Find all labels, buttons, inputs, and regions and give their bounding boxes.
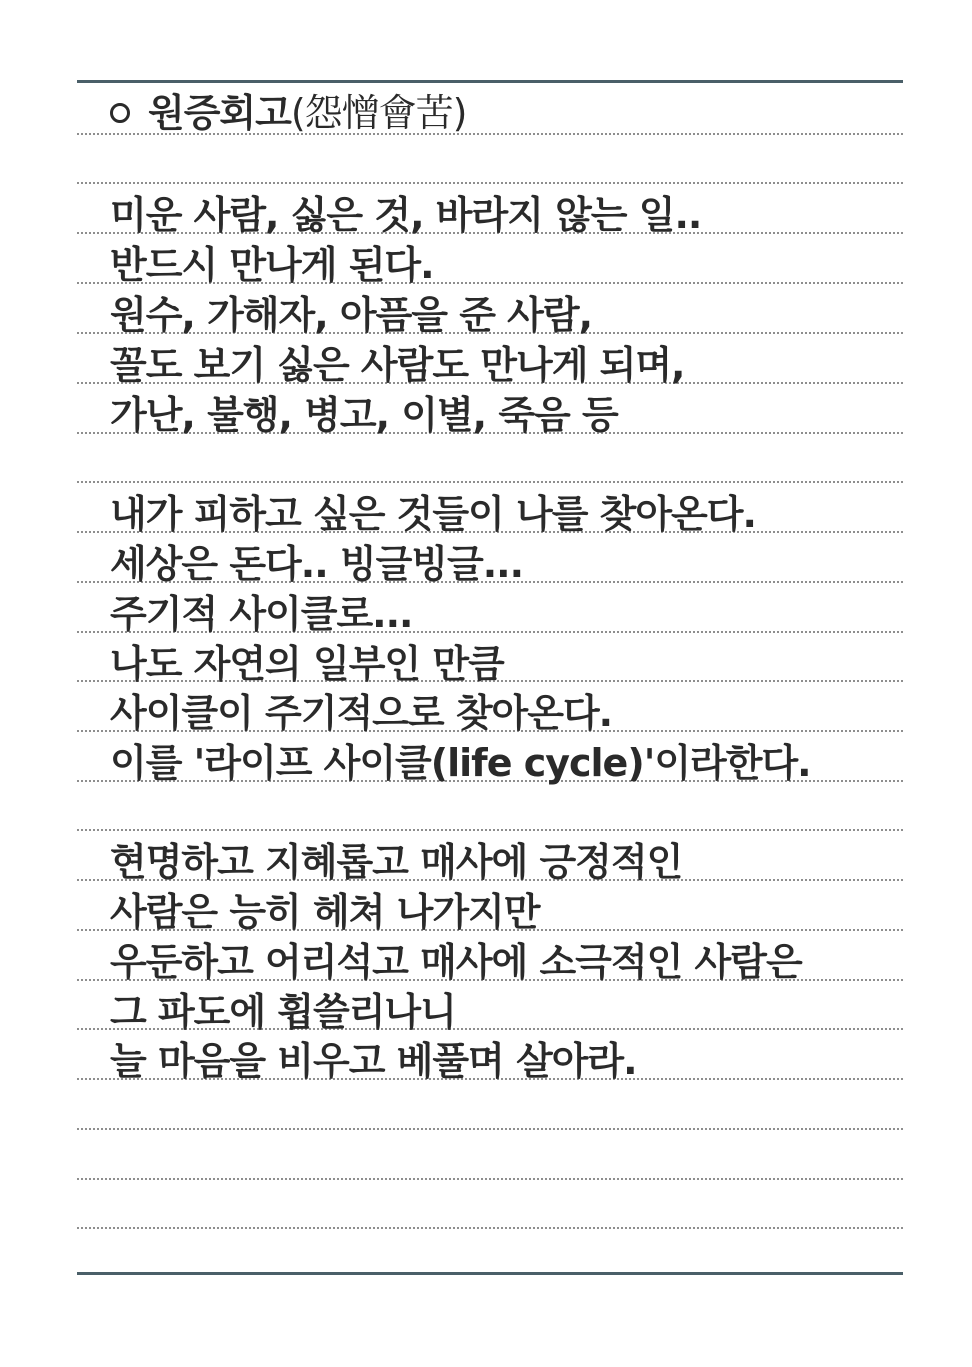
text-line: 늘 마음을 비우고 베풀며 살아라.: [110, 1039, 637, 1083]
text-line: 사이클이 주기적으로 찾아온다.: [110, 691, 613, 735]
heading-title: 원증회고: [148, 91, 291, 135]
circle-bullet-icon: [110, 103, 130, 123]
text-line: 가난, 불행, 병고, 이별, 죽음 등: [110, 393, 618, 437]
bottom-border-line: [77, 1272, 903, 1275]
text-line: 미운 사람, 싫은 것, 바라지 않는 일..: [110, 193, 702, 237]
heading-hanja: (怨憎會苦): [290, 91, 467, 135]
text-line: 세상은 돈다.. 빙글빙글...: [110, 542, 524, 586]
ruled-line: [77, 1178, 903, 1180]
text-line: 나도 자연의 일부인 만큼: [110, 642, 504, 686]
ruled-line: [77, 133, 903, 135]
heading: [110, 90, 467, 136]
ruled-line: [77, 1227, 903, 1229]
text-line: 이를 '라이프 사이클(life cycle)'이라한다.: [110, 741, 811, 785]
ruled-line: [77, 182, 903, 184]
ruled-line: [77, 829, 903, 831]
ruled-line: [77, 1128, 903, 1130]
text-line: 사람은 능히 헤쳐 나가지만: [110, 890, 540, 934]
text-line: 현명하고 지혜롭고 매사에 긍정적인: [110, 840, 683, 884]
text-line: 원수, 가해자, 아픔을 준 사람,: [110, 293, 593, 337]
text-line: 그 파도에 휩쓸리나니: [110, 990, 456, 1034]
text-line: 꼴도 보기 싫은 사람도 만나게 되며,: [110, 343, 685, 387]
ruled-line: [77, 481, 903, 483]
text-line: 주기적 사이클로...: [110, 592, 413, 636]
text-line: 내가 피하고 싶은 것들이 나를 찾아온다.: [110, 492, 756, 536]
text-line: 우둔하고 어리석고 매사에 소극적인 사람은: [110, 940, 802, 984]
top-border-line: [77, 80, 903, 83]
text-line: 반드시 만나게 된다.: [110, 243, 434, 287]
